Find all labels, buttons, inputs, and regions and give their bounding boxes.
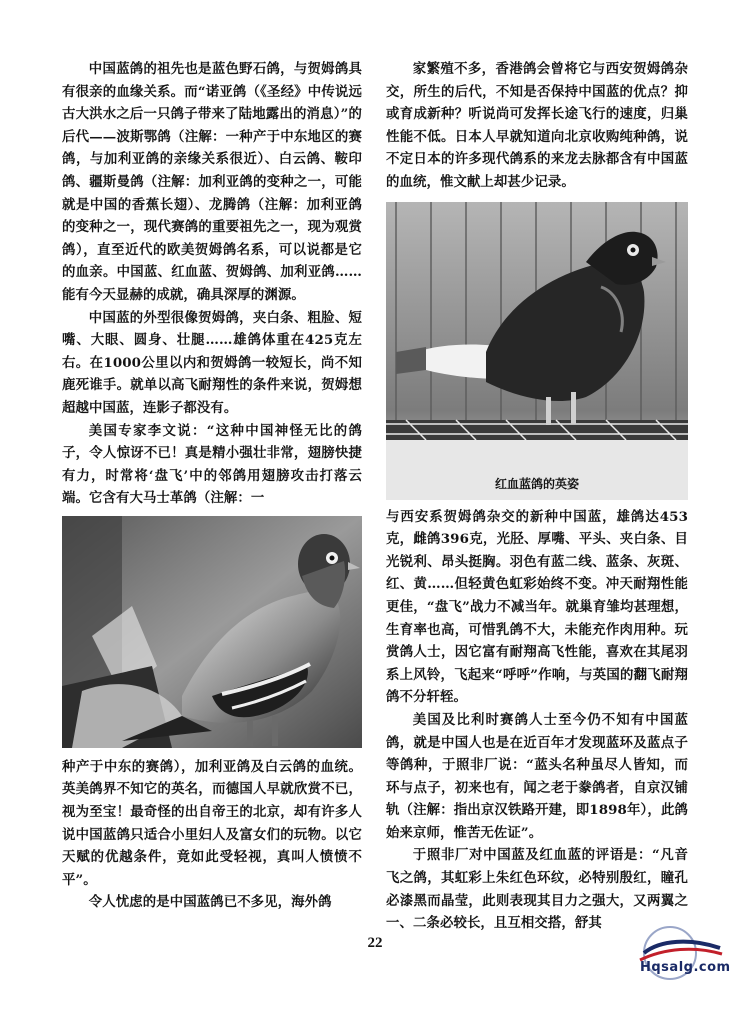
paragraph: 于照非厂对中国蓝及红血蓝的评语是：“凡音飞之鸽，其虹彩上朱红色环纹，必特别殷红，瞳孔必漆黑而晶莹，此则表现其目力之强大，又两翼之一、二条必较长，且互相交搭，舒其 — [386, 847, 688, 932]
left-column — [62, 58, 362, 914]
paragraph: 种产于中东的赛鸽），加利亚鸽及白云鸽的血统。英美鸽界不知它的英名，而德国人早就欣赏不已，视为至宝！最奇怪的出自帝王的北京，却有许多人说中国蓝鸽只适合小里妇人及富女们的玩物。以它天赋的优越条件，竟如此受轻视，真叫人愤愤不平”。 — [62, 758, 362, 888]
right-column — [386, 58, 688, 935]
paragraph: 与西安系贺姆鸽杂交的新种中国蓝，雄鸽达453克，雌鸽396克，光胫、厚嘴、平头、夹白条、目光锐利、昂头挺胸。羽色有蓝二线、蓝条、灰斑、红、黄……但轻黄色虹彩始终不变。冲天耐翔性能更佳，“盘飞”战力不减当年。就巢育雏均甚理想，生育率也高，可惜乳鸽不大，未能充作肉用种。玩赏鸽人士，因它富有耐翔高飞性能，喜欢在其尾羽系上风铃，飞起来“呼呼”作响，与英国的翻飞耐翔鸽不分轩轾。 — [386, 508, 688, 706]
paragraph: 家繁殖不多，香港鸽会曾将它与西安贺姆鸽杂交，所生的后代，不知是否保持中国蓝的优点？抑或育成新种？听说尚可发挥长途飞行的速度，归巢性能不低。日本人早就知道向北京收购纯种鸽，说不定日本的许多现代鸽系的来龙去脉都含有中国蓝的血统，惟文献上却甚少记录。 — [386, 61, 688, 190]
watermark-text: Hqsalg.com — [640, 960, 731, 975]
paragraph: 中国蓝鸽的祖先也是蓝色野石鸽，与贺姆鸽具有很亲的血缘关系。而“诺亚鸽（《圣经》中传说远古大洪水之后一只鸽子带来了陆地露出的消息）”的后代——波斯鄂鸽（注解：一种产于中东地区的赛鸽，与加利亚鸽的亲缘关系很近）、白云鸽、鞍印鸽、疆斯曼鸽（注解：加利亚鸽的变种之一，可能就是中国的香蕉长翅）、龙腾鸽（注解：加利亚鸽的变种之一，现代赛鸽的重要祖先之一，现为观赏鸽），直至近代的欧美贺姆鸽名系，可以说都是它的血亲。中国蓝、红血蓝、贺姆鸽、加利亚鸽……能有今天显赫的成就，确具深厚的渊源。 — [62, 61, 362, 303]
paragraph: 令人忧虑的是中国蓝鸽已不多见，海外鸽 — [88, 894, 332, 911]
pigeon-photo-left — [62, 516, 362, 748]
pigeon-photo-right — [386, 202, 688, 500]
paragraph: 美国及比利时赛鸽人士至今仍不知有中国蓝鸽，就是中国人也是在近百年才发现蓝环及蓝点子等鸽种，于照非厂说：“蓝头名种虽尽人皆知，而环与点子，初来也有，闻之老于豢鸽者，自京汉铺轨（注解：指出京汉铁路开建，即1898年），此鸽始来京师，惟苦无佐证”。 — [386, 711, 688, 841]
paragraph: 美国专家李文说：“这种中国神怪无比的鸽子，令人惊讶不已！真是精小强壮非常，翅膀快捷有力，时常将‘盘飞’中的邻鸽用翅膀攻击打落云端。它含有大马士革鸽（注解：一 — [62, 422, 362, 507]
site-logo-icon — [630, 918, 725, 988]
photo-caption: 红血蓝鸽的英姿 — [494, 476, 579, 491]
page-number: 22 — [367, 935, 383, 951]
paragraph: 中国蓝的外型很像贺姆鸽，夹白条、粗脸、短嘴、大眼、圆身、壮腿……雄鸽体重在425克左右。在1000公里以内和贺姆鸽一较短长，尚不知鹿死谁手。就单以高飞耐翔性的条件来说，贺姆想超越中国蓝，连影子都没有。 — [62, 309, 362, 416]
